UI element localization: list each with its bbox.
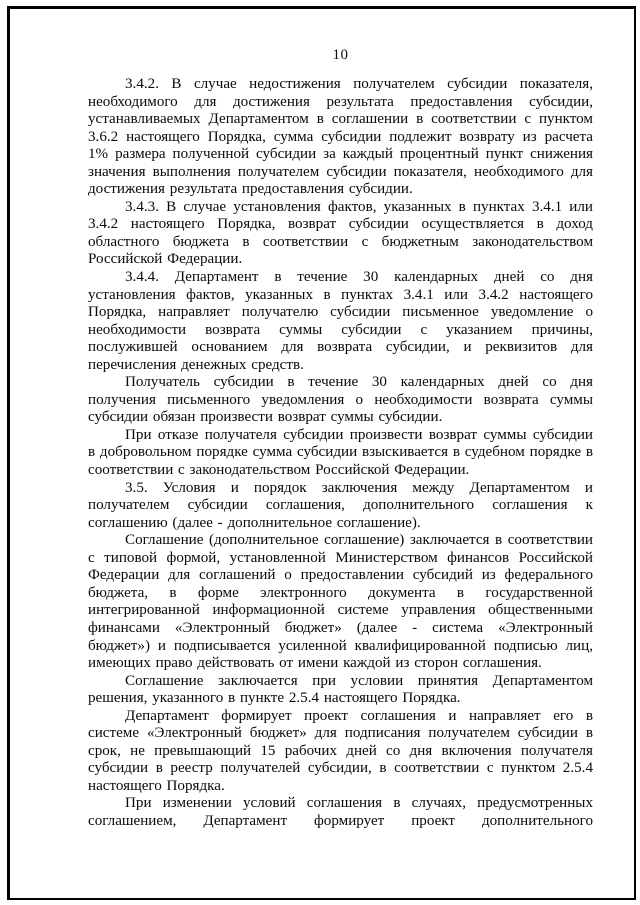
page-number: 10 [332,47,349,63]
paragraph-3-4-2: 3.4.2. В случае недостижения получателем субсидии показателя, необходимого для достижения результата предоставления субсидии, устанавливаемых Департаментом в соглашении в соответствии с пунктом 3.6.2 настоящего Порядка, сумма субсидии подлежит возврату из расчета 1% размера полученной субсидии за каждый процентный пункт снижения значения выполнения получателем субсидии показателя, необходимого для достижения результата предоставления субсидии. [88,76,593,198]
paragraph-agreement-condition: Соглашение заключается при условии принятия Департаментом решения, указанного в пункте 2.5.4 настоящего Порядка. [88,672,593,707]
paragraph-refusal-court: При отказе получателя субсидии произвести возврат суммы субсидии в добровольном порядке сумма субсидии взыскивается в судебном порядке в соответствии с законодательством Российской Федерации. [88,426,593,479]
document-body [88,76,593,831]
paragraph-3-5: 3.5. Условия и порядок заключения между Департаментом и получателем субсидии соглашения, дополнительного соглашения к соглашению (далее - дополнительное соглашение). [88,479,593,531]
paragraph-amendment-continued: При изменении условий соглашения в случаях, предусмотренных соглашением, Департамент формирует проект дополнительного [88,795,593,829]
paragraph-3-4-4: 3.4.4. Департамент в течение 30 календарных дней со дня установления фактов, указанных в пунктах 3.4.1 или 3.4.2 настоящего Порядка, направляет получателю субсидии письменное уведомление о необходимости возврата суммы субсидии с указанием причины, послужившей основанием для возврата субсидии, и реквизитов для перечисления денежных средств. [88,269,593,373]
paragraph-agreement-project: Департамент формирует проект соглашения и направляет его в системе «Электронный бюджет» для подписания получателем субсидии в срок, не превышающий 15 рабочих дней со дня включения получателя субсидии в реестр получателей субсидии, в соответствии с пунктом 2.5.4 настоящего Порядка. [88,707,593,794]
paragraph-agreement-form: Соглашение (дополнительное соглашение) заключается в соответствии с типовой формой, установленной Министерством финансов Российской Федерации для соглашений о предоставлении субсидий из федерального бюджета, в форме электронного документа в государственной интегрированной информационной системе управления общественными финансами «Электронный бюджет» (далее - система «Электронный бюджет») и подписывается усиленной квалифицированной подписью лиц, имеющих право действовать от имени каждой из сторон соглашения. [88,532,593,672]
paragraph-3-4-3: 3.4.3. В случае установления фактов, указанных в пунктах 3.4.1 или 3.4.2 настоящего Порядка, возврат субсидии осуществляется в доход областного бюджета в соответствии с бюджетным законодательством Российской Федерации. [88,198,593,268]
paragraph-recipient-return: Получатель субсидии в течение 30 календарных дней со дня получения письменного уведомления о необходимости возврата суммы субсидии обязан произвести возврат суммы субсидии. [88,374,593,426]
